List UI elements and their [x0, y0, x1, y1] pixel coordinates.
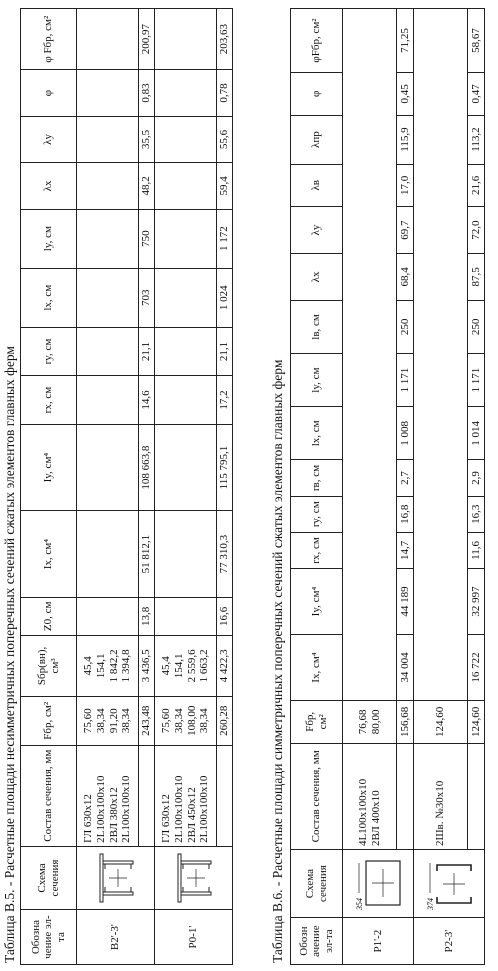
- t5-empty: [77, 116, 139, 162]
- section-schema-icon: [174, 851, 214, 905]
- t5-empty: [77, 597, 139, 635]
- t5-h-static: Sбр(вн), см³: [21, 635, 77, 696]
- area-value: 124,60: [434, 706, 447, 737]
- table-row: [217, 9, 233, 965]
- t5-schema-cell: [155, 846, 233, 909]
- area-value: 38,34: [120, 708, 133, 734]
- t6-h-lv: lв, см: [291, 300, 343, 353]
- t6-schema-cell: [414, 850, 485, 918]
- t6-ix: 16 722: [468, 635, 485, 701]
- t5-empty: [155, 209, 217, 268]
- t5-lamy: 55,6: [217, 116, 233, 162]
- table-row: [139, 9, 155, 965]
- t5-phi: 0,83: [139, 70, 155, 116]
- t6-empty: [397, 743, 414, 849]
- t5-empty: [155, 268, 217, 327]
- t6-phi: 0,47: [468, 73, 485, 116]
- t5-ry: 21,1: [139, 327, 155, 376]
- t5-ix: 51 812,1: [139, 511, 155, 598]
- t5-ry: 21,1: [217, 327, 233, 376]
- t6-designation: Р1'-2: [343, 918, 414, 965]
- table6-header-row: [291, 9, 343, 965]
- t5-empty: [77, 209, 139, 268]
- t6-h-ix: Ix, см⁴: [291, 635, 343, 701]
- table-row: [77, 9, 139, 965]
- static-value: 1 663,2: [198, 649, 211, 683]
- static-value: 1 842,2: [107, 649, 120, 683]
- t6-schema-cell: [343, 850, 414, 918]
- composition-line: 2L100х100х10: [120, 775, 133, 843]
- t5-total-static: 3 436,5: [139, 635, 155, 696]
- t5-h-lamx: λx: [21, 163, 77, 209]
- t5-empty: [77, 511, 139, 598]
- t5-h-iy: Iy, см⁴: [21, 424, 77, 511]
- t6-lamv: 21,6: [468, 164, 485, 207]
- t6-h-phi: φ: [291, 73, 343, 116]
- composition-line: 2L100х100х10: [198, 775, 211, 843]
- t5-phiF: 203,63: [217, 9, 233, 70]
- static-value: 2 559,6: [185, 649, 198, 683]
- t5-lamx: 59,4: [217, 163, 233, 209]
- t6-lamy: 69,7: [397, 207, 414, 254]
- t6-h-lx: lx, см: [291, 407, 343, 460]
- area-value: 38,34: [198, 708, 211, 734]
- static-value: 45,4: [82, 656, 95, 676]
- static-value: 1 394,8: [120, 649, 133, 683]
- table-row: [155, 9, 217, 965]
- t6-lx: 1 014: [468, 407, 485, 460]
- t6-rx: 14,7: [397, 532, 414, 568]
- t6-rv: 2,7: [397, 460, 414, 496]
- t6-lv: 250: [468, 300, 485, 353]
- table5-caption: Таблица В.5. - Расчетные площади несимметричных поперечных сечений сжатых элементов главных ферм: [2, 346, 17, 963]
- t5-h-lamy: λy: [21, 116, 77, 162]
- t6-h-composition: Состав сечения, мм: [291, 743, 343, 849]
- t6-phiF: 71,25: [397, 9, 414, 73]
- t5-h-schema: Схема сечения: [21, 846, 77, 909]
- t5-schema-cell: [77, 846, 155, 909]
- t5-empty: [217, 745, 233, 846]
- t6-lx: 1 008: [397, 407, 414, 460]
- t5-empty: [155, 70, 217, 116]
- t6-ry: 16,3: [468, 496, 485, 532]
- t5-empty: [155, 376, 217, 425]
- table6-caption: Таблица В.6. - Расчетные площади симметричных поперечных сечений сжатых элементов главных ферм: [270, 359, 285, 963]
- t5-z0: 16,6: [217, 597, 233, 635]
- t5-empty: [155, 424, 217, 511]
- t5-ix: 77 310,3: [217, 511, 233, 598]
- t5-h-lx: lx, см: [21, 268, 77, 327]
- t5-lamy: 35,5: [139, 116, 155, 162]
- table-row: [343, 9, 397, 965]
- t5-empty: [155, 597, 217, 635]
- t6-empty: [468, 743, 485, 849]
- t6-lamv: 17,0: [397, 164, 414, 207]
- composition-line: 4L100х100х10: [356, 778, 369, 847]
- t5-h-phi: φ: [21, 70, 77, 116]
- static-value: 154,1: [172, 653, 185, 679]
- t5-empty: [155, 163, 217, 209]
- t6-h-designation: Обозн ачение эл-та: [291, 918, 343, 965]
- static-value: 154,1: [94, 653, 107, 679]
- t5-designation: В2'-3': [77, 910, 155, 965]
- t6-iy: 44 189: [397, 569, 414, 635]
- area-value: 75,60: [82, 708, 95, 734]
- schema-dimension-label: 354: [355, 897, 364, 910]
- t5-rx: 17,2: [217, 376, 233, 425]
- t6-phi: 0,45: [397, 73, 414, 116]
- area-value: 80,00: [369, 709, 382, 735]
- t5-empty: [155, 116, 217, 162]
- t6-ry: 16,8: [397, 496, 414, 532]
- table-row: [397, 9, 414, 965]
- area-value: 75,60: [160, 708, 173, 734]
- t5-ly: 1 172: [217, 209, 233, 268]
- t5-z0: 13,8: [139, 597, 155, 635]
- t5-h-ry: ry, см: [21, 327, 77, 376]
- t6-empty: [414, 9, 468, 701]
- t6-h-ry: ry, см: [291, 496, 343, 532]
- t6-empty: [343, 9, 397, 701]
- t6-ly: 1 171: [397, 354, 414, 407]
- t6-h-schema: Схема сечения: [291, 850, 343, 918]
- t5-empty: [77, 376, 139, 425]
- t5-ly: 750: [139, 209, 155, 268]
- t5-empty: [77, 268, 139, 327]
- t5-lx: 1 024: [217, 268, 233, 327]
- composition-line: 2Шв. №30х10: [434, 780, 447, 847]
- t6-h-ly: ly, см: [291, 354, 343, 407]
- t5-composition: [155, 745, 217, 846]
- t5-h-rx: rx, см: [21, 376, 77, 425]
- t6-h-iy: Iy, см⁴: [291, 569, 343, 635]
- t5-h-area: Fбр, см²: [21, 697, 77, 746]
- t6-ix: 34 004: [397, 635, 414, 701]
- schema-dimension-label: 374: [426, 897, 435, 910]
- box-section-schema-icon: [352, 855, 404, 913]
- t5-empty: [155, 511, 217, 598]
- t5-h-designation: Обозна чение эл-та: [21, 910, 77, 965]
- t5-static: [77, 635, 139, 696]
- t5-areas: [77, 697, 139, 746]
- t5-lamx: 48,2: [139, 163, 155, 209]
- t5-empty: [155, 327, 217, 376]
- t6-h-phiF: φFбр, см²: [291, 9, 343, 73]
- t5-empty: [77, 163, 139, 209]
- t6-designation: Р2-3': [414, 918, 485, 965]
- t5-h-phiF: φ Fбр, см²: [21, 9, 77, 70]
- t6-total-area: 156,68: [397, 701, 414, 744]
- t6-lamy: 72,0: [468, 207, 485, 254]
- table6: [290, 8, 485, 965]
- t6-h-lamv: λв: [291, 164, 343, 207]
- t5-empty: [77, 70, 139, 116]
- area-value: 108,00: [185, 705, 198, 736]
- t5-h-z0: Z0, см: [21, 597, 77, 635]
- t6-h-rv: rв, см: [291, 460, 343, 496]
- area-value: 38,34: [94, 708, 107, 734]
- t5-h-composition: Состав сечения, мм: [21, 745, 77, 846]
- t6-composition: [414, 743, 468, 849]
- t6-composition: [343, 743, 397, 849]
- composition-line: 2ВЛ 400х10: [369, 790, 382, 847]
- t6-areas: [343, 701, 397, 744]
- t5-total-area: 243,48: [139, 697, 155, 746]
- composition-line: ГЛ 630х12: [82, 794, 95, 843]
- t6-h-lampr: λпр: [291, 115, 343, 164]
- t5-total-static: 4 422,3: [217, 635, 233, 696]
- t6-iy: 32 997: [468, 569, 485, 635]
- t6-h-area: Fбр, см²: [291, 701, 343, 744]
- area-value: 38,34: [172, 708, 185, 734]
- t6-ly: 1 171: [468, 354, 485, 407]
- t5-phiF: 200,97: [139, 9, 155, 70]
- t5-static: [155, 635, 217, 696]
- t5-total-area: 260,28: [217, 697, 233, 746]
- t5-h-ly: ly, см: [21, 209, 77, 268]
- composition-line: 2ВЛ 380х12: [107, 787, 120, 843]
- table-row: [468, 9, 485, 965]
- t6-lampr: 115,9: [397, 115, 414, 164]
- t5-empty: [77, 9, 139, 70]
- t6-phiF: 58,67: [468, 9, 485, 73]
- t5-iy: 108 663,8: [139, 424, 155, 511]
- t5-lx: 703: [139, 268, 155, 327]
- t6-lampr: 113,2: [468, 115, 485, 164]
- composition-line: 2ВЛ 450х12: [185, 787, 198, 843]
- t5-empty: [77, 327, 139, 376]
- t5-empty: [139, 745, 155, 846]
- t5-phi: 0,78: [217, 70, 233, 116]
- t5-areas: [155, 697, 217, 746]
- static-value: 45,4: [160, 656, 173, 676]
- section-schema-icon: [96, 851, 136, 905]
- composition-line: ГЛ 630х12: [160, 794, 173, 843]
- t6-rv: 2,9: [468, 460, 485, 496]
- composition-line: 2L100х100х10: [94, 775, 107, 843]
- t5-composition: [77, 745, 139, 846]
- t5-empty: [77, 424, 139, 511]
- table5: [20, 8, 233, 965]
- composition-line: 2L100х100х10: [172, 775, 185, 843]
- t6-lv: 250: [397, 300, 414, 353]
- t6-lamx: 87,5: [468, 253, 485, 300]
- t5-rx: 14,6: [139, 376, 155, 425]
- t6-areas: [414, 701, 468, 744]
- t6-h-rx: rx, см: [291, 532, 343, 568]
- area-value: 91,20: [107, 708, 120, 734]
- t6-rx: 11,6: [468, 532, 485, 568]
- table-row: [414, 9, 468, 965]
- t5-h-ix: Ix, см⁴: [21, 511, 77, 598]
- t6-total-area: 124,60: [468, 701, 485, 744]
- t6-h-lamy: λy: [291, 207, 343, 254]
- t5-empty: [155, 9, 217, 70]
- t6-lamx: 68,4: [397, 253, 414, 300]
- t6-h-lamx: λx: [291, 253, 343, 300]
- t5-iy: 115 795,1: [217, 424, 233, 511]
- t5-designation: Р0-1': [155, 910, 233, 965]
- channel-section-schema-icon: [423, 855, 475, 913]
- table5-header-row: [21, 9, 77, 965]
- area-value: 76,68: [356, 709, 369, 735]
